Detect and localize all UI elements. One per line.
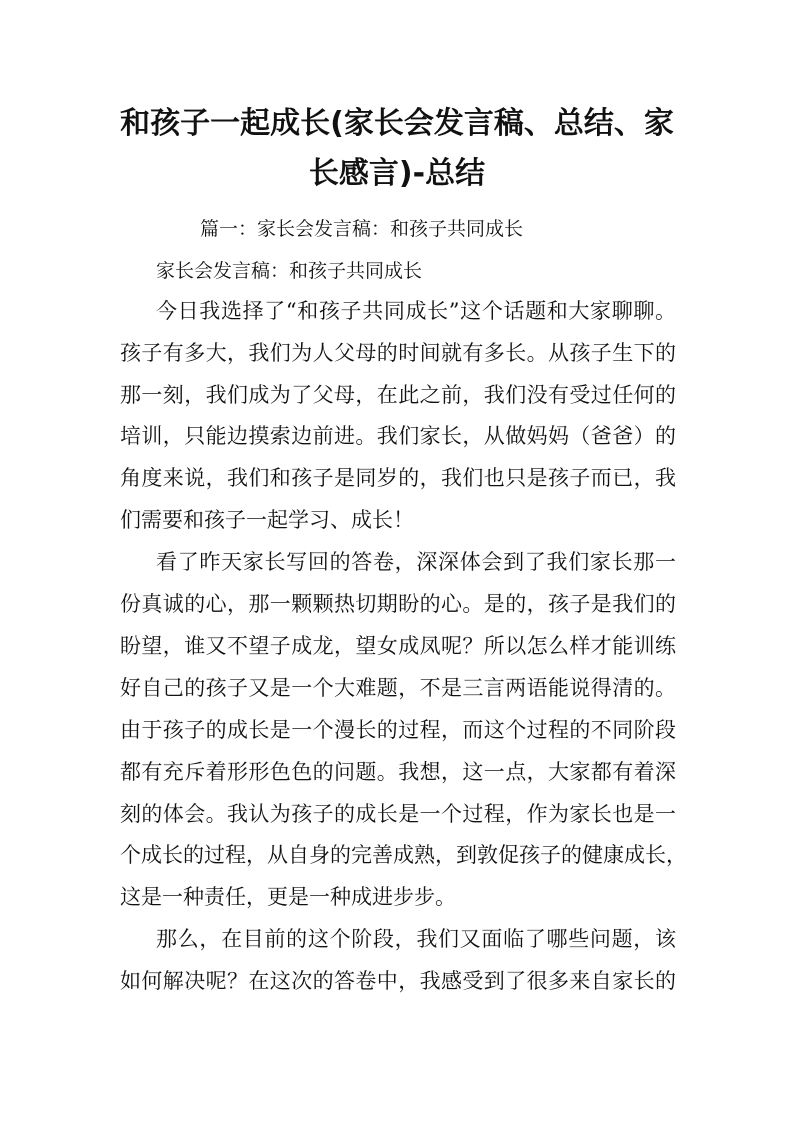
paragraph-line: 份真诚的心，那一颗颗热切期盼的心。是的，孩子是我们的 (120, 592, 676, 616)
document-title-line-2: 长感言)-总结 (308, 156, 486, 191)
paragraph-line: 都有充斥着形形色色的问题。我想，这一点，大家都有着深 (120, 760, 676, 784)
paragraph-line: 们需要和孩子一起学习、成长！ (120, 508, 414, 532)
paragraph-line: 角度来说，我们和孩子是同岁的，我们也只是孩子而已，我 (120, 466, 676, 490)
section-heading: 篇一：家长会发言稿：和孩子共同成长 (200, 218, 524, 240)
paragraph-line: 培训，只能边摸索边前进。我们家长，从做妈妈（爸爸）的 (120, 424, 676, 448)
paragraph-line: 那一刻，我们成为了父母，在此之前，我们没有受过任何的 (120, 383, 676, 407)
paragraph-line: 好自己的孩子又是一个大难题，不是三言两语能说得清的。 (120, 676, 676, 700)
paragraph-line: 那么，在目前的这个阶段，我们又面临了哪些问题，该 (156, 927, 676, 951)
paragraph-line: 这是一种责任，更是一种成进步步。 (120, 885, 456, 909)
paragraph-line: 看了昨天家长写回的答卷，深深体会到了我们家长那一 (156, 550, 676, 574)
document-title-line-1: 和孩子一起成长(家长会发言稿、总结、家 (120, 106, 674, 141)
paragraph-line: 个成长的过程，从自身的完善成熟，到敦促孩子的健康成长， (120, 843, 687, 867)
paragraph-line: 如何解决呢？在这次的答卷中，我感受到了很多来自家长的 (120, 969, 676, 993)
paragraph-line: 盼望，谁又不望子成龙，望女成凤呢？所以怎么样才能训练 (120, 634, 676, 658)
paragraph-line: 今日我选择了“和孩子共同成长”这个话题和大家聊聊。 (156, 299, 676, 323)
section-subheading: 家长会发言稿：和孩子共同成长 (156, 260, 423, 282)
paragraph-line: 由于孩子的成长是一个漫长的过程，而这个过程的不同阶段 (120, 718, 676, 742)
paragraph-line: 孩子有多大，我们为人父母的时间就有多长。从孩子生下的 (120, 341, 676, 365)
paragraph-line: 刻的体会。我认为孩子的成长是一个过程，作为家长也是一 (120, 802, 676, 826)
